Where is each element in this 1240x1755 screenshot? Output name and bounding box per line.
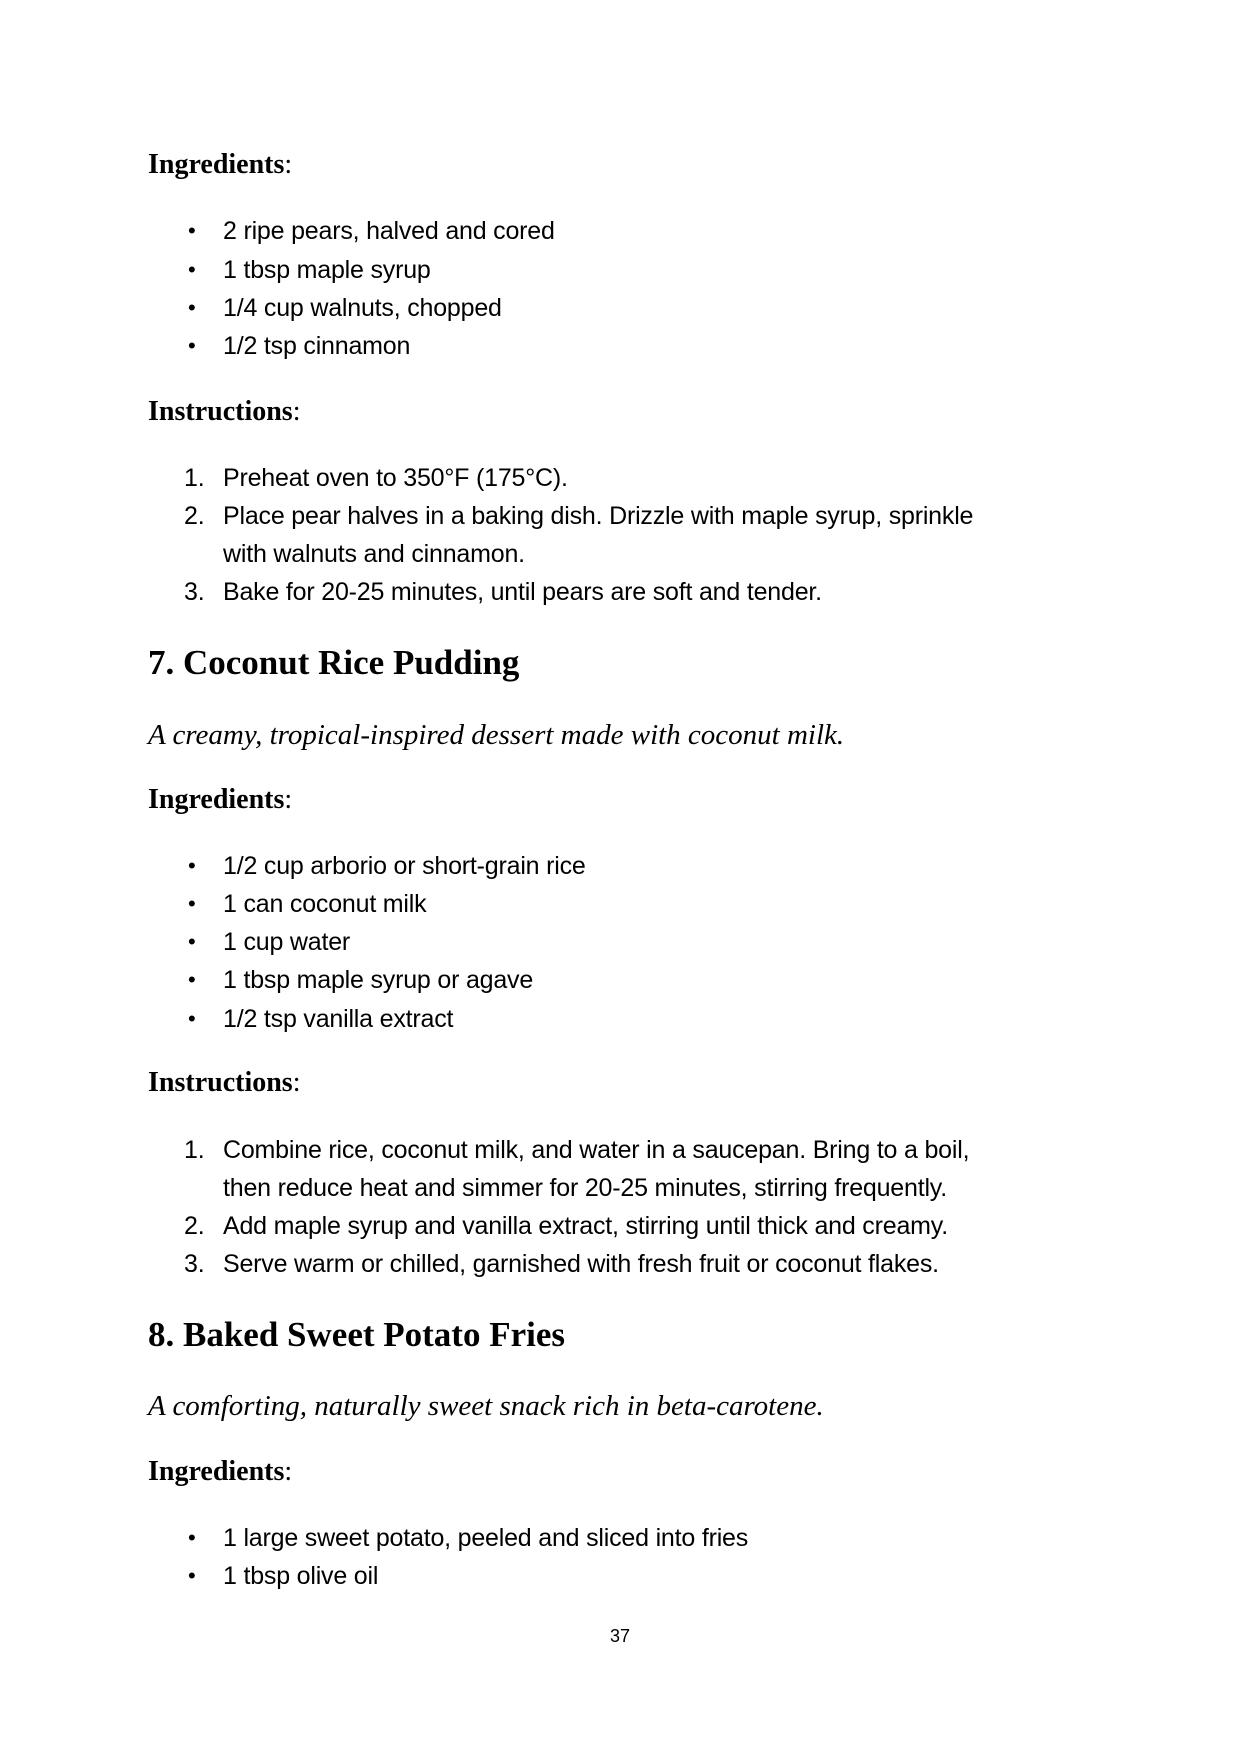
step-number: 1. xyxy=(184,464,205,492)
bullet-icon: • xyxy=(188,333,196,358)
label-text: Ingredients xyxy=(148,1456,285,1487)
ingredients-label xyxy=(148,146,292,184)
recipe-description: A comforting, naturally sweet snack rich in beta-carotene. xyxy=(148,1390,824,1422)
ingredients-label xyxy=(148,781,292,819)
ingredient-item: 1/2 cup arborio or short-grain rice xyxy=(223,852,586,880)
recipe-title: 8. Baked Sweet Potato Fries xyxy=(148,1315,566,1354)
ingredient-item: 2 ripe pears, halved and cored xyxy=(223,217,555,245)
label-text: Ingredients xyxy=(148,784,285,815)
instruction-line: Add maple syrup and vanilla extract, stirring until thick and creamy. xyxy=(223,1212,948,1240)
step-number: 2. xyxy=(184,1212,205,1240)
bullet-icon: • xyxy=(188,853,196,878)
instruction-line: with walnuts and cinnamon. xyxy=(223,540,525,568)
colon: : xyxy=(284,1456,293,1487)
colon: : xyxy=(292,1067,301,1098)
bullet-icon: • xyxy=(188,891,196,916)
instruction-line: then reduce heat and simmer for 20-25 minutes, stirring frequently. xyxy=(223,1174,948,1202)
instruction-line: Serve warm or chilled, garnished with fresh fruit or coconut flakes. xyxy=(223,1250,939,1278)
ingredient-item: 1 large sweet potato, peeled and sliced into fries xyxy=(223,1524,749,1552)
instructions-label xyxy=(148,393,300,431)
ingredient-item: 1/4 cup walnuts, chopped xyxy=(223,294,502,322)
step-number: 3. xyxy=(184,578,205,606)
instructions-label xyxy=(148,1064,300,1102)
label-text: Instructions xyxy=(148,396,293,427)
instruction-line: Bake for 20-25 minutes, until pears are soft and tender. xyxy=(223,578,822,606)
ingredient-item: 1/2 tsp cinnamon xyxy=(223,332,411,360)
label-text: Instructions xyxy=(148,1067,293,1098)
ingredient-item: 1/2 tsp vanilla extract xyxy=(223,1005,454,1033)
bullet-icon: • xyxy=(188,295,196,320)
bullet-icon: • xyxy=(188,1525,196,1550)
instruction-line: Preheat oven to 350°F (175°C). xyxy=(223,464,568,492)
ingredient-item: 1 tbsp olive oil xyxy=(223,1562,379,1590)
step-number: 2. xyxy=(184,502,205,530)
recipe-title: 7. Coconut Rice Pudding xyxy=(148,643,520,682)
label-text: Ingredients xyxy=(148,149,285,180)
ingredient-item: 1 can coconut milk xyxy=(223,890,427,918)
bullet-icon: • xyxy=(188,929,196,954)
colon: : xyxy=(292,396,301,427)
ingredients-label xyxy=(148,1453,292,1491)
bullet-icon: • xyxy=(188,257,196,282)
recipe-description: A creamy, tropical-inspired dessert made with coconut milk. xyxy=(148,719,845,751)
bullet-icon: • xyxy=(188,218,196,243)
instruction-line: Combine rice, coconut milk, and water in a saucepan. Bring to a boil, xyxy=(223,1136,970,1164)
step-number: 3. xyxy=(184,1250,205,1278)
ingredient-item: 1 cup water xyxy=(223,928,351,956)
instruction-line: Place pear halves in a baking dish. Drizzle with maple syrup, sprinkle xyxy=(223,502,974,530)
page-number: 37 xyxy=(609,1626,631,1646)
bullet-icon: • xyxy=(188,1006,196,1031)
ingredient-item: 1 tbsp maple syrup xyxy=(223,256,431,284)
bullet-icon: • xyxy=(188,967,196,992)
step-number: 1. xyxy=(184,1136,205,1164)
ingredient-item: 1 tbsp maple syrup or agave xyxy=(223,966,534,994)
colon: : xyxy=(284,784,293,815)
bullet-icon: • xyxy=(188,1563,196,1588)
colon: : xyxy=(284,149,293,180)
